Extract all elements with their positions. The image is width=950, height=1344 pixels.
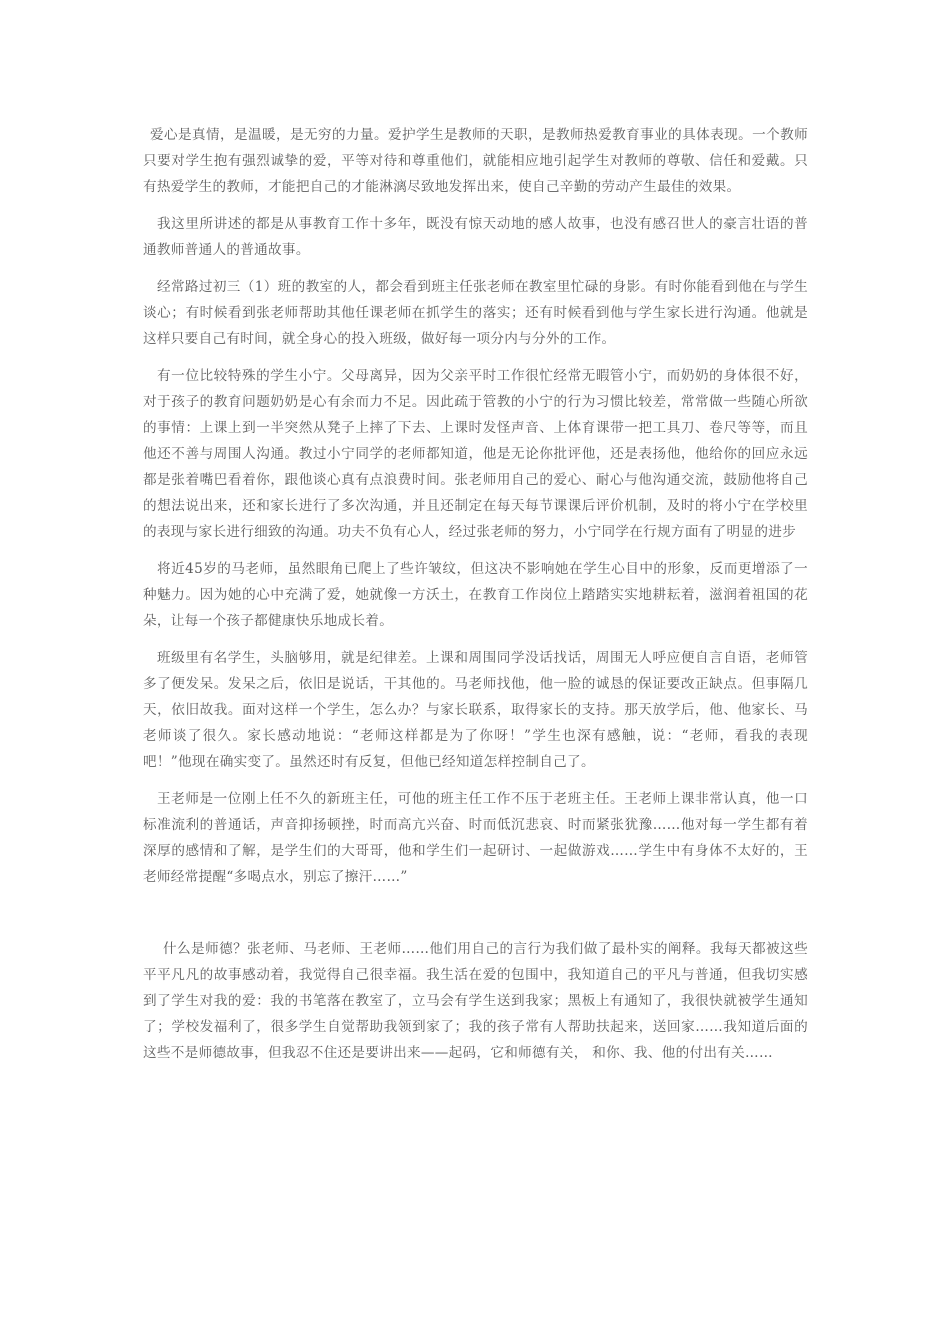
paragraph-teacher-wang: 王老师是一位刚上任不久的新班主任，可他的班主任工作不压于老班主任。王老师上课非常认真，他一口标准流利的普通话，声音抑扬顿挫，时而高亢兴奋、时而低沉悲哀、时而紧张犹豫……他对每一学生都有着深厚的感情和了解，是学生们的大哥哥，他和学生们一起研讨、一起做游戏……学生中有身体不太好的，王老师经常提醒“多喝点水，别忘了擦汗……” [143,791,808,885]
paragraph-love-intro: 爱心是真情，是温暖，是无穷的力量。爱护学生是教师的天职，是教师热爱教育事业的具体表现。一个教师只要对学生抱有强烈诚挚的爱，平等对待和尊重他们，就能相应地引起学生对教师的尊敬、信任和爱戴。只有热爱学生的教师，才能把自己的才能淋漓尽致地发挥出来，使自己辛勤的劳动产生最佳的效果。 [143,127,808,195]
document-body [143,122,808,1077]
paragraph-student-xiaoning: 有一位比较特殊的学生小宁。父母离异，因为父亲平时工作很忙经常无暇管小宁，而奶奶的身体很不好，对于孩子的教育问题奶奶是心有余而力不足。因此疏于管教的小宁的行为习惯比较差，常常做一些随心所欲的事情：上课上到一半突然从凳子上摔了下去、上课时发怪声音、上体育课带一把工具刀、卷尺等等，而且他还不善与周围人沟通。教过小宁同学的老师都知道，他是无论你批评他，还是表扬他，他给你的回应永远都是张着嘴巴看着你，跟他谈心真有点浪费时间。张老师用自己的爱心、耐心与他沟通交流，鼓励他将自己的想法说出来，还和家长进行了多次沟通，并且还制定在每天每节课课后评价机制，及时的将小宁在学校里的表现与家长进行细致的沟通。功夫不负有心人，经过张老师的努力，小宁同学在行规方面有了明显的进步 [143,368,808,540]
paragraph-teacher-zhang: 经常路过初三（1）班的教室的人，都会看到班主任张老师在教室里忙碌的身影。有时你能看到他在与学生谈心；有时候看到张老师帮助其他任课老师在抓学生的落实；还有时候看到他与学生家长进行沟通。他就是这样只要自己有时间，就全身心的投入班级，做好每一项分内与分外的工作。 [143,279,808,347]
paragraph-teacher-ma: 将近45岁的马老师，虽然眼角已爬上了些许皱纹，但这决不影响她在学生心目中的形象，反而更增添了一种魅力。因为她的心中充满了爱，她就像一方沃土，在教育工作岗位上踏踏实实地耕耘着，滋润着祖国的花朵，让每一个孩子都健康快乐地成长着。 [143,561,808,629]
paragraph-student-discipline: 班级里有名学生，头脑够用，就是纪律差。上课和周围同学没话找话，周围无人呼应便自言自语，老师管多了便发呆。发呆之后，依旧是说话，干其他的。马老师找他，他一脸的诚恳的保证要改正缺点。但事隔几天，依旧故我。面对这样一个学生，怎么办？与家长联系，取得家长的支持。那天放学后，他、他家长、马老师谈了很久。家长感动地说：“老师这样都是为了你呀！”学生也深有感触，说：“老师，看我的表现吧！”他现在确实变了。虽然还时有反复，但他已经知道怎样控制自己了。 [143,650,808,770]
paragraph-teacher-ethics: 什么是师德？张老师、马老师、王老师……他们用自己的言行为我们做了最朴实的阐释。我每天都被这些平平凡凡的故事感动着，我觉得自己很幸福。我生活在爱的包围中，我知道自己的平凡与普通，但我切实感到了学生对我的爱：我的书笔落在教室了，立马会有学生送到我家；黑板上有通知了，我很快就被学生通知了；学校发福利了，很多学生自觉帮助我领到家了；我的孩子常有人帮助扶起来，送回家……我知道后面的这些不是师德故事，但我忍不住还是要讲出来——起码，它和师德有关， 和你、我、他的付出有关…… [143,941,808,1061]
paragraph-ordinary-stories: 我这里所讲述的都是从事教育工作十多年，既没有惊天动地的感人故事，也没有感召世人的豪言壮语的普通教师普通人的普通故事。 [143,216,808,258]
